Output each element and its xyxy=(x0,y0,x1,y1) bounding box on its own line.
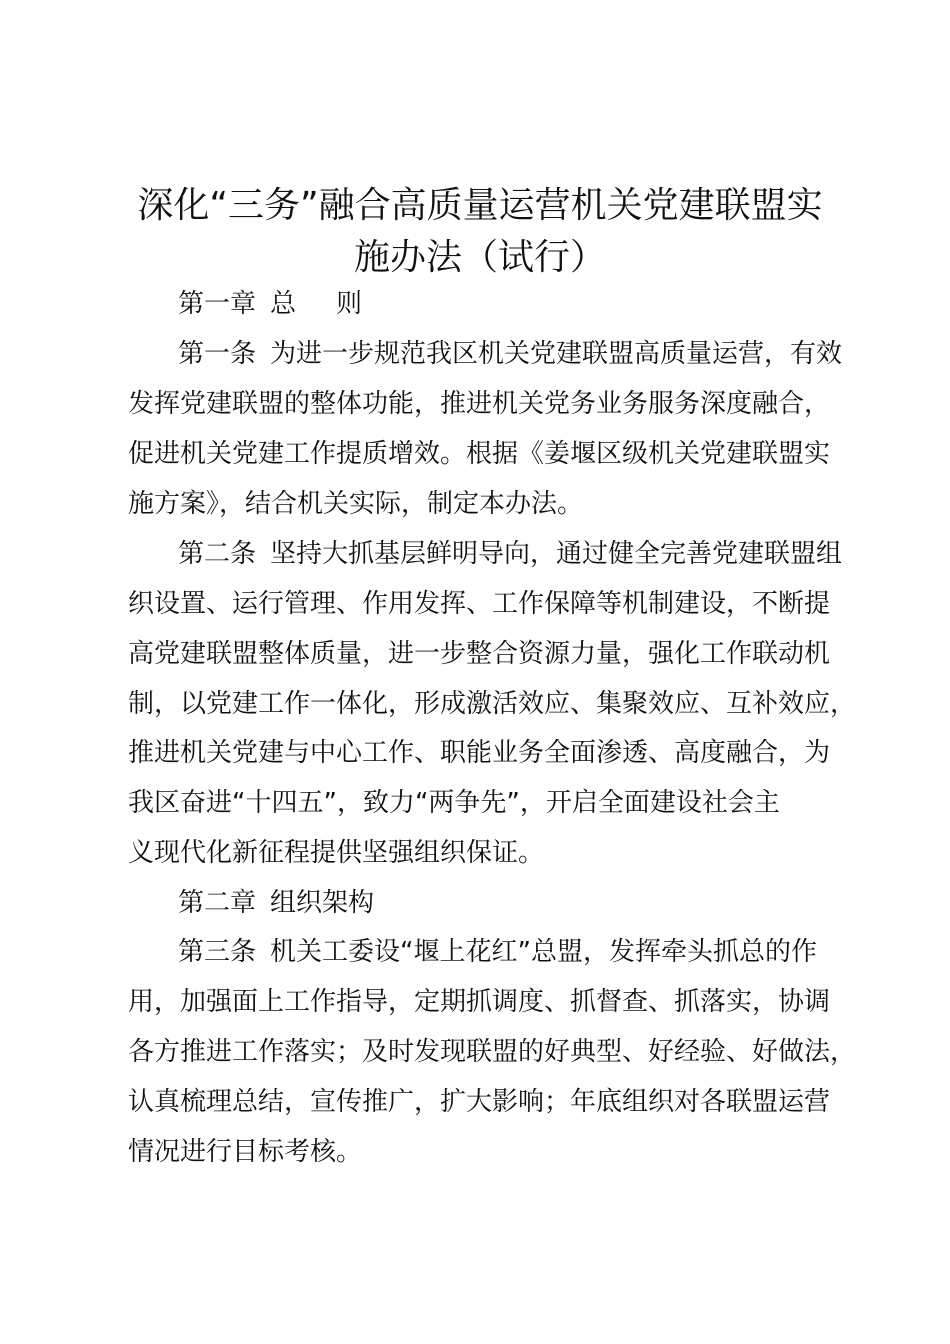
article-3-text-line: 各方推进工作落实；及时发现联盟的好典型、好经验、好做法， xyxy=(128,1037,857,1067)
chapter-1-name-part2: 则 xyxy=(336,289,363,319)
article-1-label: 第一条 xyxy=(178,339,257,369)
article-3-text-line: 认真梳理总结，宣传推广，扩大影响；年底组织对各联盟运营 xyxy=(128,1087,831,1117)
article-2-text-line: 织设置、运行管理、作用发挥、工作保障等机制建设，不断提 xyxy=(128,589,831,619)
chapter-1-heading xyxy=(178,284,362,324)
chapter-2-name: 组织架构 xyxy=(270,888,375,918)
article-2-label: 第二条 xyxy=(178,539,257,569)
article-1-text-line: 为进一步规范我区机关党建联盟高质量运营，有效 xyxy=(270,339,843,369)
article-2-text-line: 制，以党建工作一体化，形成激活效应、集聚效应、互补效应， xyxy=(128,689,857,719)
title-line-2: 施办法（试行） xyxy=(353,237,606,278)
article-3-text-line: 情况进行目标考核。 xyxy=(128,1137,363,1167)
article-2-text-line: 推进机关党建与中心工作、职能业务全面渗透、高度融合，为 xyxy=(128,738,831,768)
title-line-1: 深化“三务”融合高质量运营机关党建联盟实 xyxy=(137,185,823,226)
article-2-first-line xyxy=(178,534,842,574)
article-3-text-line: 用，加强面上工作指导，定期抓调度、抓督查、抓落实，协调 xyxy=(128,987,831,1017)
chapter-1-label: 第一章 xyxy=(178,289,257,319)
document-title xyxy=(100,180,860,284)
article-3-text-line: 机关工委设“堰上花红”总盟，发挥牵头抓总的作 xyxy=(270,937,817,967)
article-2-text-line: 义现代化新征程提供坚强组织保证。 xyxy=(128,838,545,868)
article-3-first-line xyxy=(178,932,817,972)
article-1-text-line: 促进机关党建工作提质增效。根据《姜堰区级机关党建联盟实 xyxy=(128,439,831,469)
chapter-1-name-part1: 总 xyxy=(270,289,297,319)
article-1-first-line xyxy=(178,334,842,374)
article-2-text-line: 高党建联盟整体质量，进一步整合资源力量，强化工作联动机 xyxy=(128,639,831,669)
article-1-text-line: 施方案》，结合机关实际，制定本办法。 xyxy=(128,489,584,519)
article-3-label: 第三条 xyxy=(178,937,257,967)
article-2-text-line: 我区奋进“十四五”，致力“两争先”，开启全面建设社会主 xyxy=(128,788,780,818)
article-1-text-line: 发挥党建联盟的整体功能，推进机关党务业务服务深度融合， xyxy=(128,389,831,419)
chapter-2-label: 第二章 xyxy=(178,888,257,918)
chapter-2-heading xyxy=(178,883,374,923)
article-2-text-line: 坚持大抓基层鲜明导向，通过健全完善党建联盟组 xyxy=(270,539,843,569)
